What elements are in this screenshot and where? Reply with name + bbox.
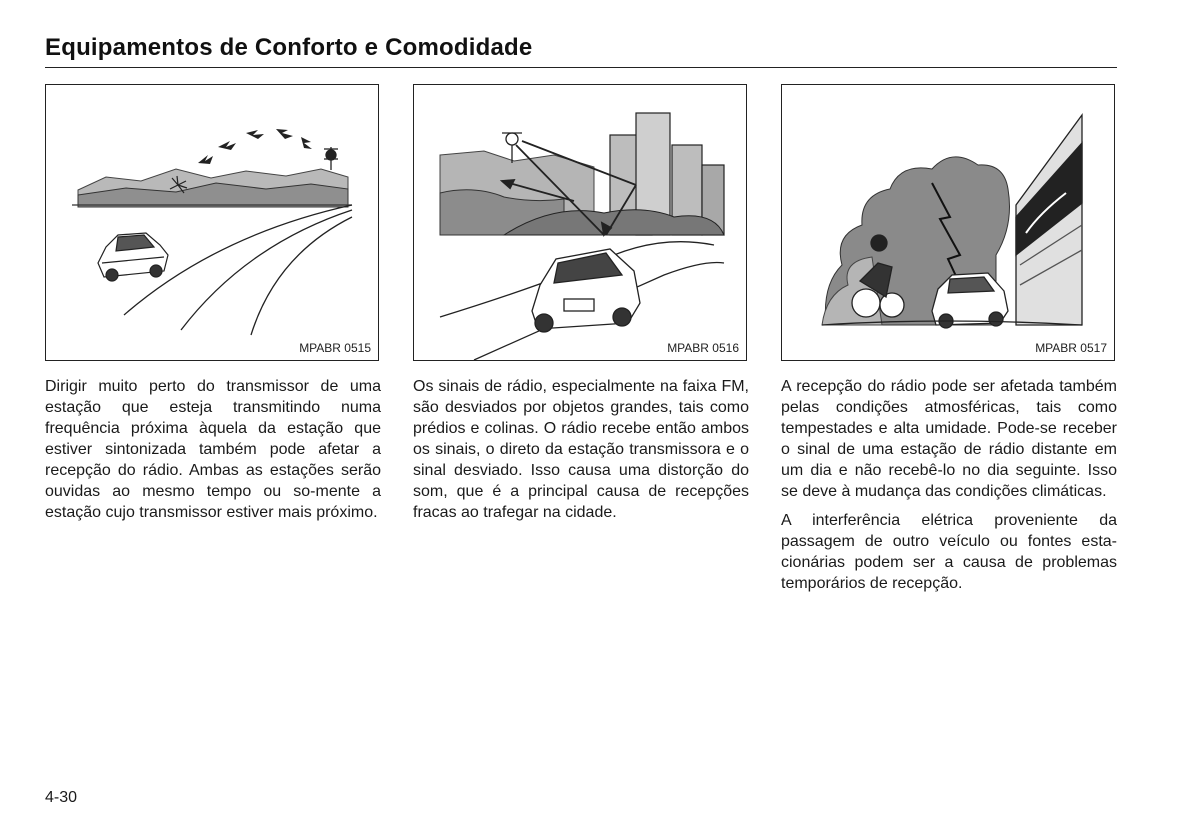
page-number: 4-30 xyxy=(45,789,78,806)
paragraph: Os sinais de rádio, especialmente na faixa FM, são desviados por objetos grandes, tais como prédios e colinas. O rádio recebe então ambos os sinais, o direto da estação transmissora e o sinal desviado. Isso causa uma distorção do som, que é a principal causa de recepções fracas ao trafegar na cidade. xyxy=(413,378,749,521)
title-divider xyxy=(45,67,1117,68)
paragraph: A recepção do rádio pode ser afetada também pelas condições atmosféricas, tais como tempestades e alta umidade. Pode-se receber o sinal de uma estação de rádio distante em um dia e não recebê-lo no dia seguinte. Isso se deve à mudança das condições climáticas. xyxy=(781,378,1117,500)
paragraph: Dirigir muito perto do transmissor de uma estação que esteja transmitindo numa frequência próxima àquela da estação que estiver sintonizada também pode afetar a recepção do rádio. Ambas as estações serão ouvidas ao mesmo tempo ou so-mente a estação cujo transmissor estiver mais próximo. xyxy=(45,378,381,521)
figure-code: MPABR 0515 xyxy=(299,341,371,355)
paragraph: A interferência elétrica proveniente da passagem de outro veículo ou fontes esta-cionárias podem ser a causa de problemas temporários de recepção. xyxy=(781,512,1117,592)
figure-atmospheric-interference xyxy=(781,84,1115,361)
illustration-storm-interference xyxy=(782,85,1114,360)
page-title: Equipamentos de Conforto e Comodidade xyxy=(45,34,533,61)
text-column-3 xyxy=(781,376,1117,602)
figure-code: MPABR 0517 xyxy=(1035,341,1107,355)
text-column-1 xyxy=(45,376,381,531)
illustration-road-transmitters xyxy=(46,85,378,360)
illustration-signal-deflection xyxy=(414,85,746,360)
text-column-2 xyxy=(413,376,749,531)
figure-signal-deflection xyxy=(413,84,747,361)
figure-code: MPABR 0516 xyxy=(667,341,739,355)
figure-transmitter-road xyxy=(45,84,379,361)
